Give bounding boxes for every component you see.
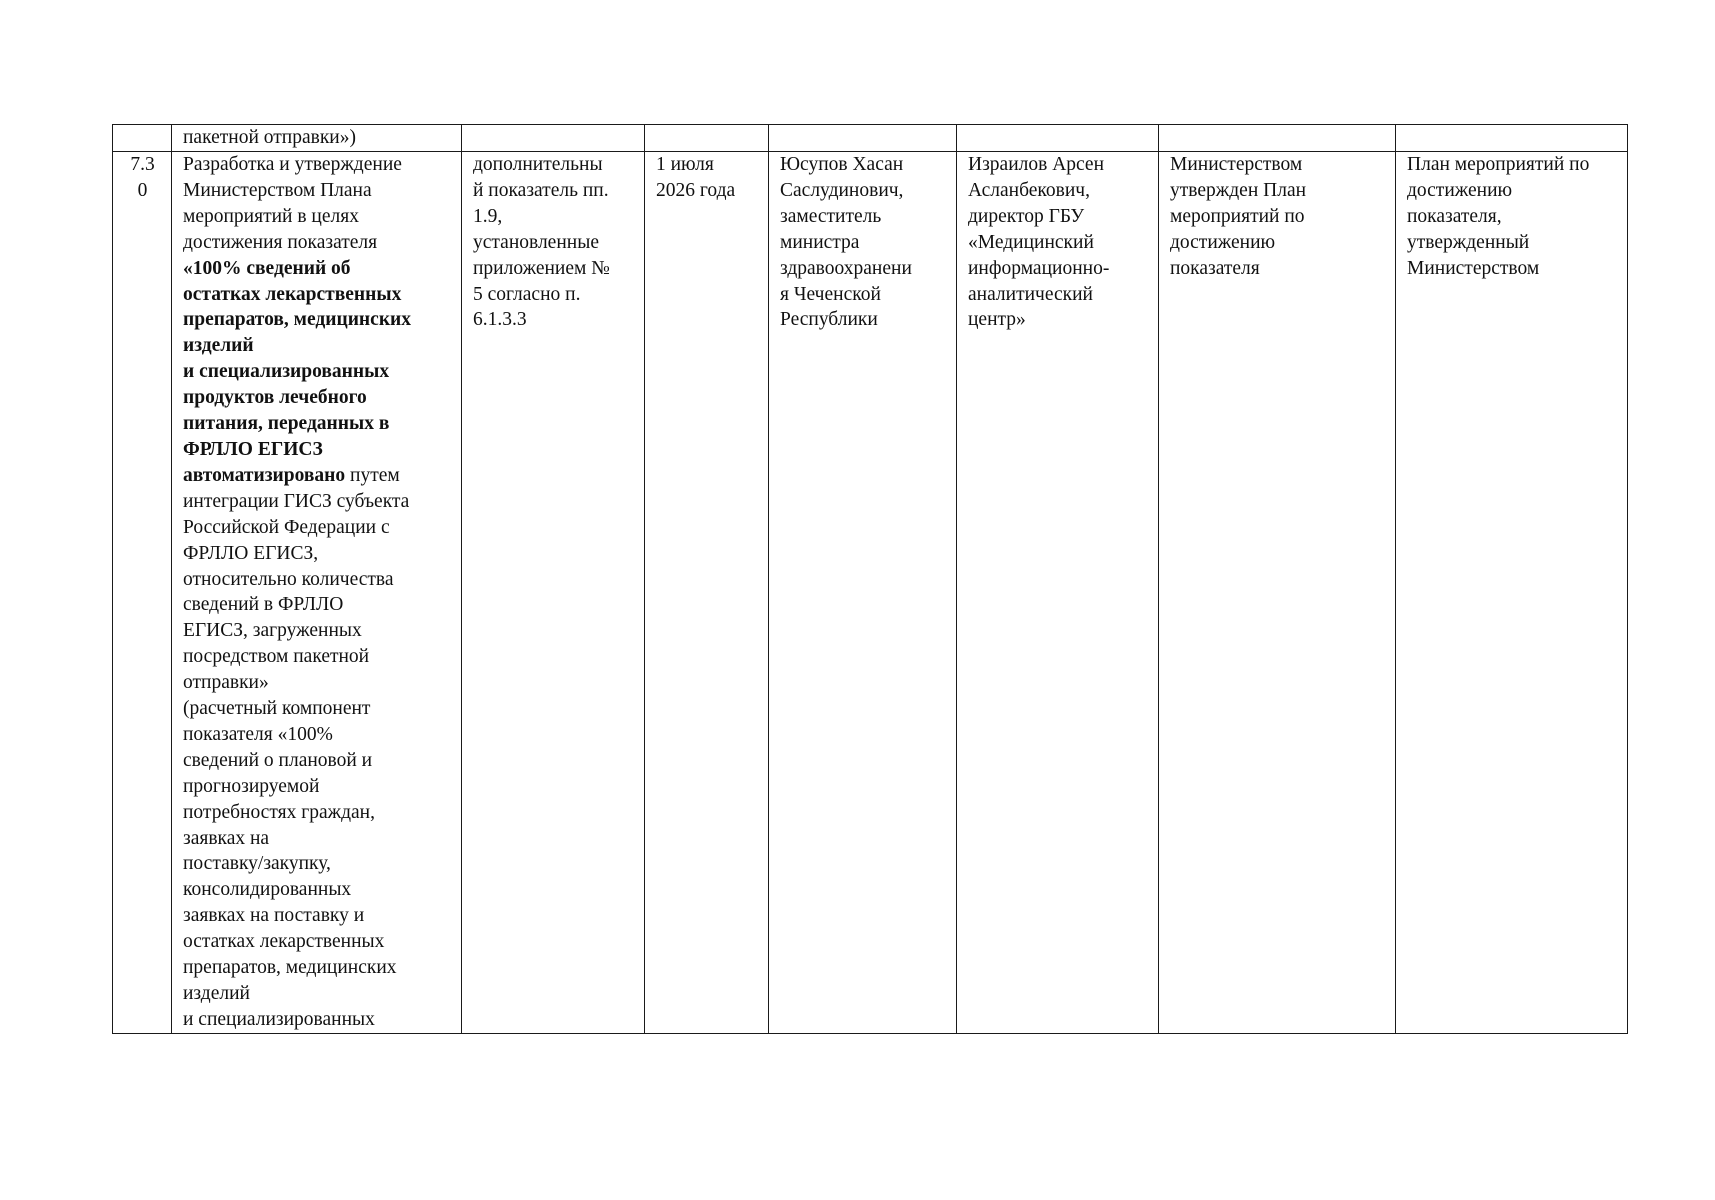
- activity-line: продуктов лечебного: [183, 387, 367, 409]
- cell-line: 6.1.3.3: [473, 309, 527, 331]
- cell-line: 5 согласно п.: [473, 283, 581, 305]
- activity-line: препаратов, медицинских: [183, 309, 412, 331]
- cont-activity-cell: [172, 125, 462, 152]
- activity-line: отправки»: [183, 672, 269, 694]
- cell-line: утвержденный: [1407, 231, 1530, 253]
- activity-line: достижения показателя: [183, 231, 378, 253]
- cell-line: приложением №: [473, 257, 610, 279]
- activity-line: консолидированных: [183, 879, 352, 901]
- cont-document-cell: [1396, 125, 1628, 152]
- cell-line: «Медицинский: [968, 231, 1094, 253]
- cell-line: показателя,: [1407, 205, 1502, 227]
- cell-line: центр»: [968, 309, 1026, 331]
- continuation-row: [113, 125, 1628, 152]
- cell-line: дополнительны: [473, 154, 603, 175]
- cell-line: мероприятий по: [1170, 205, 1305, 227]
- activity-line: показателя «100%: [183, 723, 333, 745]
- cell-line: директор ГБУ: [968, 205, 1085, 227]
- activity-line: ЕГИСЗ, загруженных: [183, 620, 362, 642]
- cell-line: Израилов Арсен: [968, 154, 1105, 175]
- cell-line: Республики: [780, 309, 878, 331]
- cell-line: 1.9,: [473, 205, 503, 227]
- plan-table: [112, 124, 1628, 1034]
- activity-line: Разработка и утверждение: [183, 154, 402, 175]
- responsible-cell: [769, 152, 957, 1034]
- continuation-text: пакетной отправки»): [183, 127, 356, 148]
- cell-line: Саслудинович,: [780, 179, 904, 201]
- activity-line: остатках лекарственных: [183, 931, 385, 953]
- cell-line: й показатель пп.: [473, 179, 609, 201]
- activity-line: Российской Федерации с: [183, 516, 390, 538]
- activity-line: заявках на: [183, 827, 270, 849]
- table-row: [113, 152, 1628, 1034]
- activity-line: поставку/закупку,: [183, 853, 331, 875]
- cell-line: 2026 года: [656, 179, 736, 201]
- cont-number-cell: [113, 125, 172, 152]
- cell-line: утвержден План: [1170, 179, 1307, 201]
- cont-responsible-cell: [769, 125, 957, 152]
- cell-line: достижению: [1170, 231, 1276, 253]
- activity-line: (расчетный компонент: [183, 698, 371, 720]
- activity-line: препаратов, медицинских: [183, 957, 397, 979]
- cell-line: установленные: [473, 231, 599, 253]
- activity-line: интеграции ГИСЗ субъекта: [183, 490, 410, 512]
- activity-line: «100% сведений об: [183, 257, 351, 279]
- cell-line: достижению: [1407, 179, 1513, 201]
- activity-line: Министерством Плана: [183, 179, 372, 201]
- activity-line: автоматизировано путем: [183, 464, 400, 486]
- activity-line: ФРЛЛО ЕГИСЗ,: [183, 542, 319, 564]
- cont-executor-cell: [957, 125, 1159, 152]
- cell-line: 1 июля: [656, 154, 714, 175]
- activity-line: сведений о плановой и: [183, 749, 373, 771]
- cell-line: 7.3: [130, 154, 155, 175]
- result-cell: [1159, 152, 1396, 1034]
- cell-line: здравоохранени: [780, 257, 912, 279]
- cell-line: я Чеченской: [780, 283, 881, 305]
- document-cell: [1396, 152, 1628, 1034]
- indicator-cell: [462, 152, 645, 1034]
- activity-line: сведений в ФРЛЛО: [183, 594, 344, 616]
- activity-line: посредством пакетной: [183, 646, 370, 668]
- activity-cell: [172, 152, 462, 1034]
- activity-line: прогнозируемой: [183, 775, 320, 797]
- cell-line: Министерством: [1170, 154, 1303, 175]
- cell-line: показателя: [1170, 257, 1260, 279]
- cell-line: Министерством: [1407, 257, 1540, 279]
- activity-line: изделий: [183, 983, 250, 1004]
- activity-line: относительно количества: [183, 568, 394, 590]
- activity-line: остатках лекарственных: [183, 283, 402, 305]
- row-number-cell: [113, 152, 172, 1034]
- activity-line: и специализированных: [183, 1008, 375, 1030]
- activity-line: заявках на поставку и: [183, 905, 365, 927]
- cell-line: аналитический: [968, 283, 1093, 305]
- cell-line: информационно-: [968, 257, 1110, 279]
- activity-line: питания, переданных в: [183, 413, 390, 435]
- cell-line: Юсупов Хасан: [780, 154, 904, 175]
- deadline-cell: [645, 152, 769, 1034]
- activity-line: и специализированных: [183, 361, 390, 383]
- executor-cell: [957, 152, 1159, 1034]
- activity-line: потребностях граждан,: [183, 801, 375, 823]
- cont-deadline-cell: [645, 125, 769, 152]
- cell-line: План мероприятий по: [1407, 154, 1590, 175]
- cell-line: Асланбекович,: [968, 179, 1090, 201]
- cont-indicator-cell: [462, 125, 645, 152]
- cell-line: заместитель: [780, 205, 882, 227]
- activity-line: изделий: [183, 335, 254, 357]
- cont-result-cell: [1159, 125, 1396, 152]
- activity-line: ФРЛЛО ЕГИСЗ: [183, 438, 323, 460]
- cell-line: министра: [780, 231, 860, 253]
- activity-line: мероприятий в целях: [183, 205, 359, 227]
- cell-line: 0: [137, 179, 148, 201]
